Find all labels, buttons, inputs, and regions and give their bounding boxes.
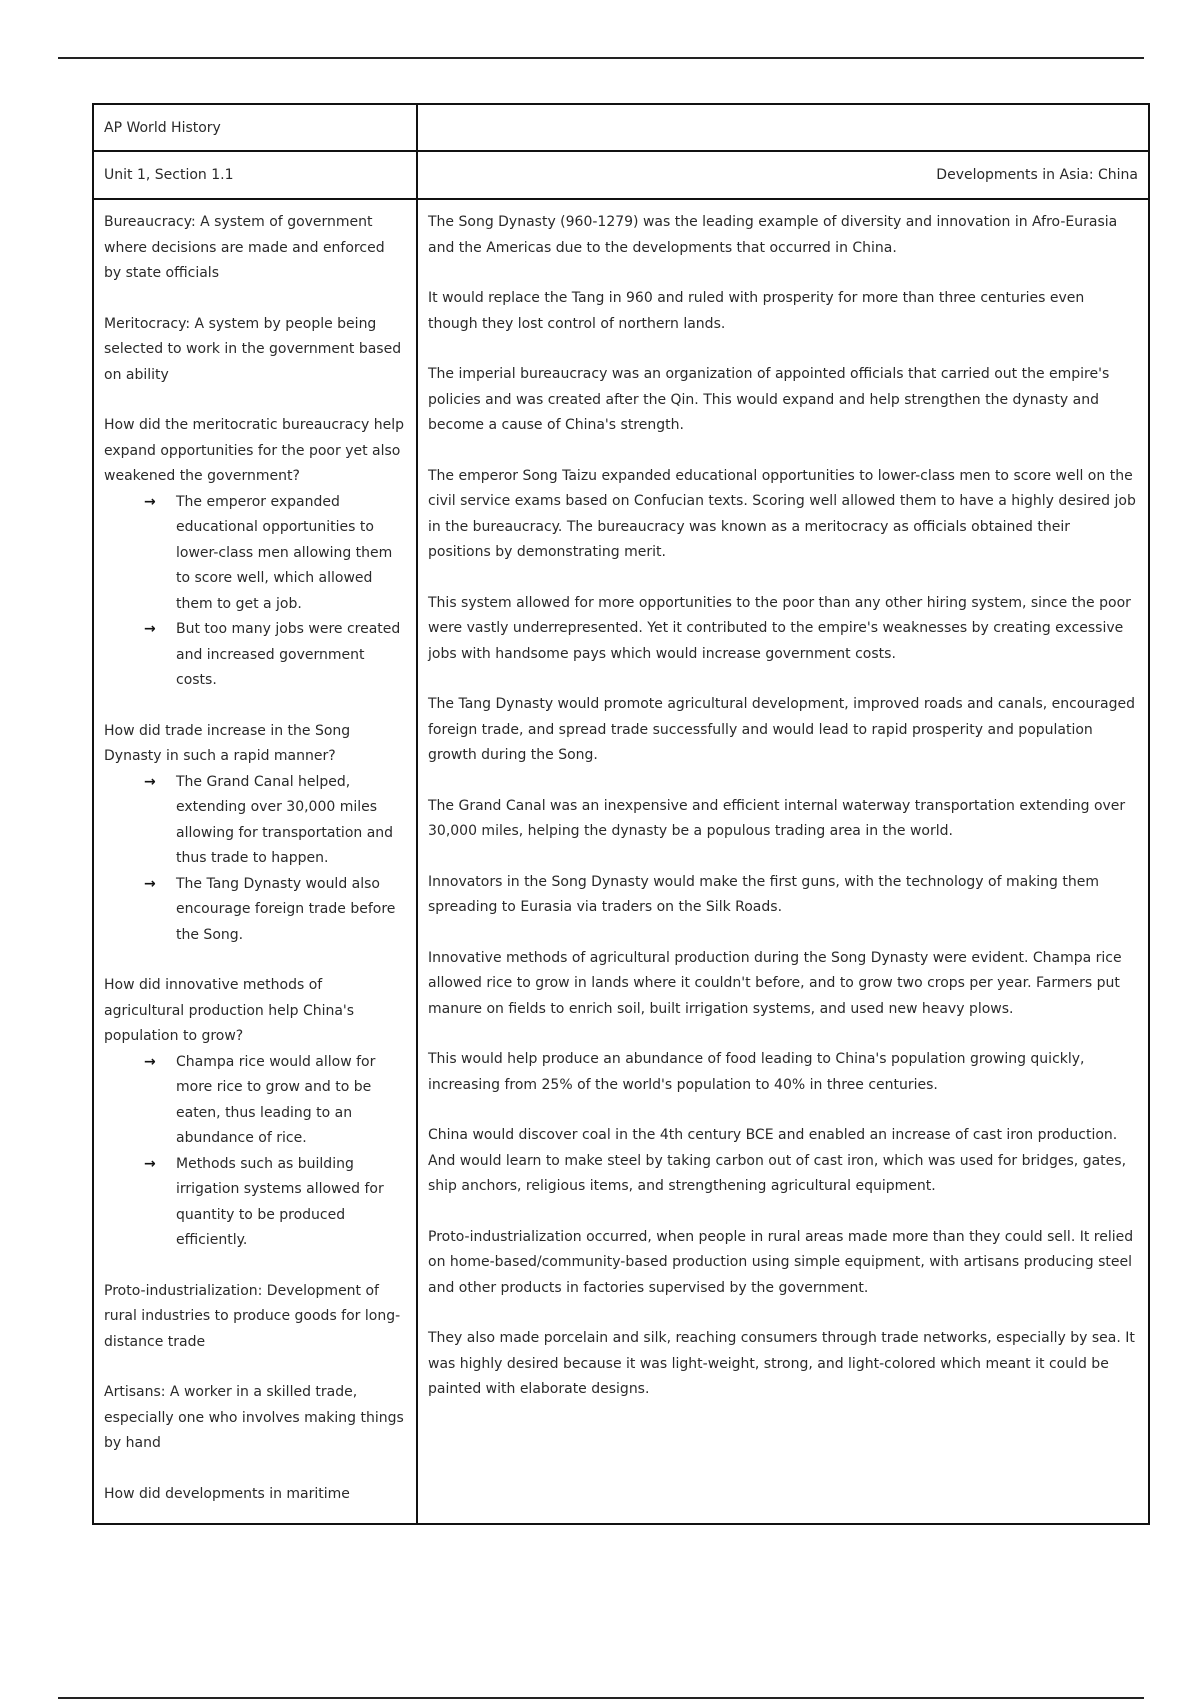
cue-bullet: [144, 770, 406, 872]
arrow-right-icon: →: [144, 621, 156, 637]
cue-block: [104, 413, 406, 694]
cue-text: Bureaucracy: A system of government where decisions are made and enforced by state officials: [104, 214, 385, 281]
arrow-right-icon: →: [144, 773, 156, 790]
note-paragraph: Innovators in the Song Dynasty would make the first guns, with the technology of making them spreading to Eurasia via traders on the Silk Roads.: [428, 873, 1100, 915]
bottom-rule: [58, 1697, 1144, 1699]
cue-column: [94, 200, 416, 1532]
cue-bullet: [144, 872, 406, 949]
cue-bullet-text: Champa rice would allow for more rice to grow and to be eaten, thus leading to an abundance of rice.: [176, 1053, 376, 1146]
note-paragraph: The Grand Canal was an inexpensive and efficient internal waterway transportation extending over 30,000 miles, helping the dynasty be a populous trading area in the world.: [428, 797, 1126, 839]
cue-text: How did developments in maritime: [104, 1485, 350, 1502]
cue-bullet-list: [104, 770, 406, 949]
arrow-right-icon: →: [144, 1053, 156, 1070]
cue-bullet-list: [104, 1050, 406, 1254]
cue-block: [104, 973, 406, 1254]
course-title-blank: [418, 105, 1148, 150]
course-title: AP World History: [104, 120, 221, 136]
cue-block: [104, 1482, 406, 1508]
cue-text: How did innovative methods of agricultural production help China's population to grow?: [104, 977, 355, 1044]
cue-bullet-text: The emperor expanded educational opportunities to lower-class men allowing them to score well, which allowed them to get a job.: [176, 493, 393, 612]
cue-block: [104, 312, 406, 389]
cue-bullet: [144, 1050, 406, 1152]
note-paragraph: The Song Dynasty (960-1279) was the leading example of diversity and innovation in Afro-Eurasia and the Americas due to the developments that occurred in China.: [428, 214, 1118, 256]
cue-block: [104, 1380, 406, 1457]
cornell-notes-table: [92, 103, 1150, 1525]
cue-text: Artisans: A worker in a skilled trade, especially one who involves making things by hand: [104, 1384, 404, 1451]
cue-bullet-list: [104, 490, 406, 694]
cue-text: How did the meritocratic bureaucracy help expand opportunities for the poor yet also weakened the government?: [104, 417, 405, 484]
note-paragraph: The Tang Dynasty would promote agricultural development, improved roads and canals, encouraged foreign trade, and spread trade successfully and would lead to rapid prosperity and population growth during the Song.: [428, 696, 1136, 763]
note-paragraph: Proto-industrialization occurred, when people in rural areas made more than they could sell. It relied on home-based/community-based production using simple equipment, with artisans producing steel and other products in factories supervised by the government.: [428, 1228, 1134, 1296]
note-paragraph: This would help produce an abundance of food leading to China's population growing quickly, increasing from 25% of the world's population to 40% in three centuries.: [428, 1051, 1085, 1093]
cue-bullet-text: The Tang Dynasty would also encourage foreign trade before the Song.: [176, 875, 396, 943]
note-paragraph: Innovative methods of agricultural production during the Song Dynasty were evident. Champa rice allowed rice to grow in lands where it couldn't before, and to grow two crops per year. Farmers put manure on fields to enrich soil, built irrigation systems, and used new heavy plows.: [428, 949, 1122, 1017]
header-row-course: [94, 105, 1148, 152]
cue-block: [104, 1279, 406, 1356]
note-paragraph: This system allowed for more opportunities to the poor than any other hiring system, since the poor were vastly underrepresented. Yet it contributed to the empire's weaknesses by creating excessive jobs with handsome pays which would increase government costs.: [428, 594, 1131, 662]
cue-bullet: [144, 1152, 406, 1254]
cue-block: [104, 719, 406, 949]
arrow-right-icon: →: [144, 493, 156, 510]
unit-label: Unit 1, Section 1.1: [104, 167, 234, 183]
note-paragraph: They also made porcelain and silk, reaching consumers through trade networks, especially by sea. It was highly desired because it was light-weight, strong, and light-colored which meant it could be painted with elaborate designs.: [428, 1330, 1135, 1397]
topic-title: Developments in Asia: China: [936, 167, 1138, 183]
cue-text: Meritocracy: A system by people being selected to work in the government based on ability: [104, 315, 402, 383]
notes-column: [418, 200, 1148, 1428]
notes-body-row: [94, 200, 1148, 1525]
header-row-unit: [94, 152, 1148, 200]
cue-bullet-text: The Grand Canal helped, extending over 30,000 miles allowing for transportation and thus trade to happen.: [176, 773, 394, 866]
arrow-right-icon: →: [144, 875, 156, 892]
cue-text: How did trade increase in the Song Dynasty in such a rapid manner?: [104, 722, 351, 764]
cue-text: Proto-industrialization: Development of rural industries to produce goods for long-distance trade: [104, 1282, 401, 1350]
arrow-right-icon: →: [144, 1155, 156, 1172]
cue-bullet: [144, 617, 406, 694]
note-paragraph: China would discover coal in the 4th century BCE and enabled an increase of cast iron production. And would learn to make steel by taking carbon out of cast iron, which was used for bridges, gates, ship anchors, religious items, and strengthening agricultural equipment.: [428, 1127, 1127, 1194]
note-paragraph: It would replace the Tang in 960 and ruled with prosperity for more than three centuries even though they lost control of northern lands.: [428, 290, 1085, 332]
cue-bullet-text: Methods such as building irrigation systems allowed for quantity to be produced efficiently.: [176, 1155, 384, 1248]
cue-block: [104, 210, 406, 287]
note-paragraph: The imperial bureaucracy was an organization of appointed officials that carried out the empire's policies and was created after the Qin. This would expand and help strengthen the dynasty and become a cause of China's strength.: [428, 366, 1110, 433]
note-paragraph: The emperor Song Taizu expanded educational opportunities to lower-class men to score well on the civil service exams based on Confucian texts. Scoring well allowed them to have a highly desired job in the bureaucracy. The bureaucracy was known as a meritocracy as officials obtained their positions by demonstrating merit.: [428, 467, 1136, 560]
top-rule: [58, 57, 1144, 59]
cue-bullet-text: But too many jobs were created and increased government costs.: [176, 621, 401, 688]
cue-bullet: [144, 490, 406, 618]
column-divider: [416, 105, 418, 1523]
